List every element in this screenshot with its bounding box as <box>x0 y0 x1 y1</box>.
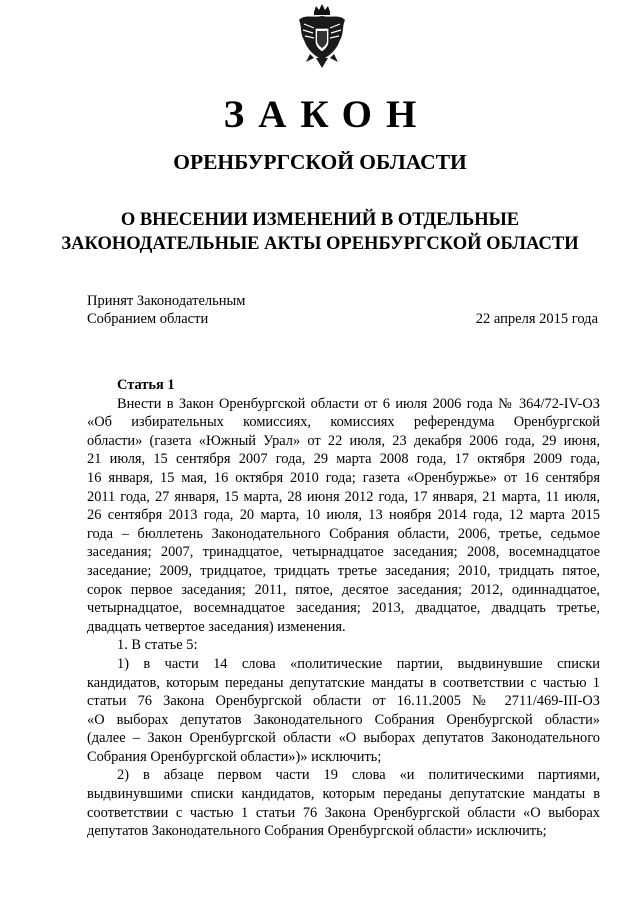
body-line: Собрания Оренбургской области»)» исключить; <box>87 748 382 765</box>
body-line: года – бюллетень Законодательного Собрания области, 2006, третье, седьмое <box>87 525 600 542</box>
body-line: выдвинувшими списки кандидатов, которым переданы депутатские мандаты в <box>87 786 600 803</box>
document-body <box>87 376 600 841</box>
body-line: (далее – Закон Оренбургской области «О выборах депутатов Законодательного <box>87 730 600 747</box>
body-line: «Об избирательных комиссиях, комиссиях референдума Оренбургской <box>87 414 600 431</box>
body-line: статьи 76 Закона Оренбургской области от 16.11.2005 № 2711/469-III-ОЗ <box>87 693 600 710</box>
body-line: 2) в абзаце первом части 19 слова «и политическими партиями, <box>117 767 600 784</box>
coat-of-arms-icon <box>296 4 348 70</box>
body-line: кандидатов, которым переданы депутатские мандаты в соответствии с частью 1 <box>87 674 600 691</box>
body-line: 1. В статье 5: <box>117 637 198 654</box>
body-line: соответствии с частью 1 статьи 76 Закона Оренбургской области «О выборах <box>87 804 600 821</box>
subject-line: О ВНЕСЕНИИ ИЗМЕНЕНИЙ В ОТДЕЛЬНЫЕ <box>120 210 520 230</box>
body-line: сорок первое заседания; 2011, пятое, десятое заседания; 2012, одиннадцатое, <box>87 581 600 598</box>
region-title: ОРЕНБУРГСКОЙ ОБЛАСТИ <box>173 150 467 174</box>
adoption-date: 22 апреля 2015 года <box>475 311 598 327</box>
body-line: «О выборах депутатов Законодательного Собрания Оренбургской области» <box>87 711 600 728</box>
body-line: 26 сентября 2013 года, 20 марта, 10 июля, 13 ноября 2014 года, 12 марта 2015 <box>87 507 600 524</box>
body-line: 16 января, 15 мая, 16 октября 2010 года; газета «Оренбуржье» от 16 сентября <box>87 469 600 486</box>
subject-line: ЗАКОНОДАТЕЛЬНЫЕ АКТЫ ОРЕНБУРГСКОЙ ОБЛАСТИ <box>61 234 579 254</box>
body-line: 2011 года, 27 января, 15 марта, 28 июня 2012 года, 17 января, 21 марта, 11 июля, <box>87 488 600 505</box>
body-line: заседание; 2009, тридцатое, тридцать третье заседания; 2010, тридцать пятое, <box>87 562 600 579</box>
body-line: четырнадцатое, восемнадцатое заседания; 2013, двадцатое, двадцать третье, <box>87 600 600 617</box>
law-subject <box>0 208 640 256</box>
body-line: двадцать четвертое заседания) изменения. <box>87 618 346 635</box>
law-title: ЗАКОН <box>223 93 431 136</box>
adoption-line: Принят Законодательным <box>87 293 246 309</box>
adoption-line: Собранием области <box>87 311 209 327</box>
adoption-note <box>87 292 245 328</box>
body-line: 21 июля, 15 сентября 2007 года, 29 марта 2008 года, 17 октября 2009 года, <box>87 451 600 468</box>
body-line: депутатов Законодательного Собрания Оренбургской области» исключить; <box>87 823 547 840</box>
body-line: области» (газета «Южный Урал» от 22 июля, 23 декабря 2006 года, 29 июня, <box>87 432 600 449</box>
body-line: Внести в Закон Оренбургской области от 6 июля 2006 года № 364/72-IV-ОЗ <box>117 395 600 412</box>
article-heading: Статья 1 <box>117 377 175 393</box>
body-line: заседания; 2007, тринадцатое, четырнадцатое заседания; 2008, восемнадцатое <box>87 544 600 561</box>
body-line: 1) в части 14 слова «политические партии, выдвинувшие списки <box>117 655 600 672</box>
